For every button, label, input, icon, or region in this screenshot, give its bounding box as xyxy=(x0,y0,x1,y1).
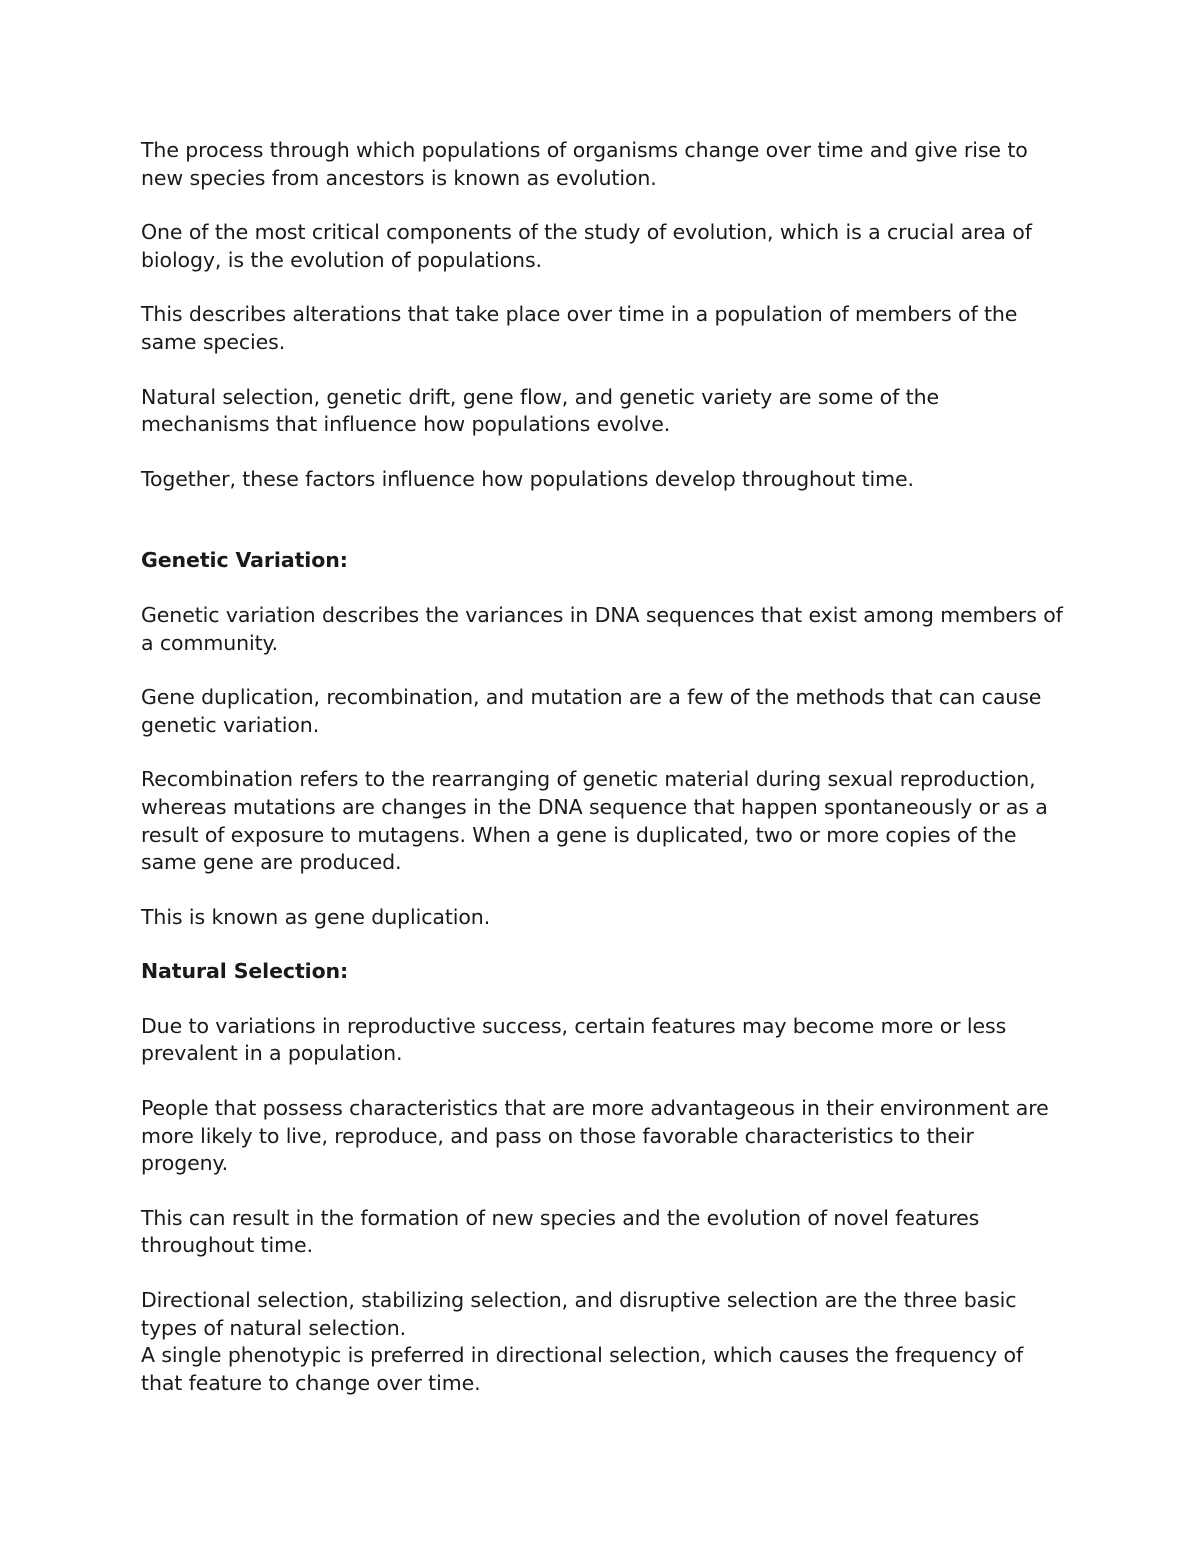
paragraph-variation-methods: Gene duplication, recombination, and mutation are a few of the methods that can cause genetic variation. xyxy=(141,685,1042,737)
paragraph-gene-duplication: This is known as gene duplication. xyxy=(141,904,491,929)
paragraph-factors: Together, these factors influence how populations develop throughout time. xyxy=(141,466,914,491)
paragraph-evolution-definition: The process through which populations of organisms change over time and give rise to new species from ancestors is known as evolution. xyxy=(141,138,1028,190)
heading-natural-selection: Natural Selection: xyxy=(141,959,349,984)
paragraph-new-species: This can result in the formation of new species and the evolution of novel features throughout time. xyxy=(141,1205,980,1258)
heading-genetic-variation: Genetic Variation: xyxy=(141,548,348,573)
paragraph-directional-selection: A single phenotypic is preferred in directional selection, which causes the frequency of that feature to change over time. xyxy=(141,1343,1024,1395)
paragraph-alterations: This describes alterations that take place over time in a population of members of the same species. xyxy=(141,302,1018,354)
document-body xyxy=(141,137,1066,1397)
paragraph-genetic-variation-definition: Genetic variation describes the variances in DNA sequences that exist among members of a community. xyxy=(141,602,1063,655)
paragraph-selection-types: Directional selection, stabilizing selection, and disruptive selection are the three basic types of natural selection. xyxy=(141,1288,1017,1340)
paragraph-evolution-populations: One of the most critical components of the study of evolution, which is a crucial area of biology, is the evolution of populations. xyxy=(141,220,1032,272)
paragraph-reproductive-success: Due to variations in reproductive success, certain features may become more or less prevalent in a population. xyxy=(141,1013,1007,1066)
paragraph-advantageous-traits: People that possess characteristics that are more advantageous in their environment are more likely to live, reproduce, and pass on those favorable characteristics to their progeny. xyxy=(141,1096,1049,1176)
paragraph-recombination: Recombination refers to the rearranging of genetic material during sexual reproduction, whereas mutations are changes in the DNA sequence that happen spontaneously or as a result of exposure to mutagens. When a gene is duplicated, two or more copies of the same gene are produced. xyxy=(141,767,1048,875)
paragraph-mechanisms: Natural selection, genetic drift, gene flow, and genetic variety are some of the mechanisms that influence how populations evolve. xyxy=(141,384,939,437)
